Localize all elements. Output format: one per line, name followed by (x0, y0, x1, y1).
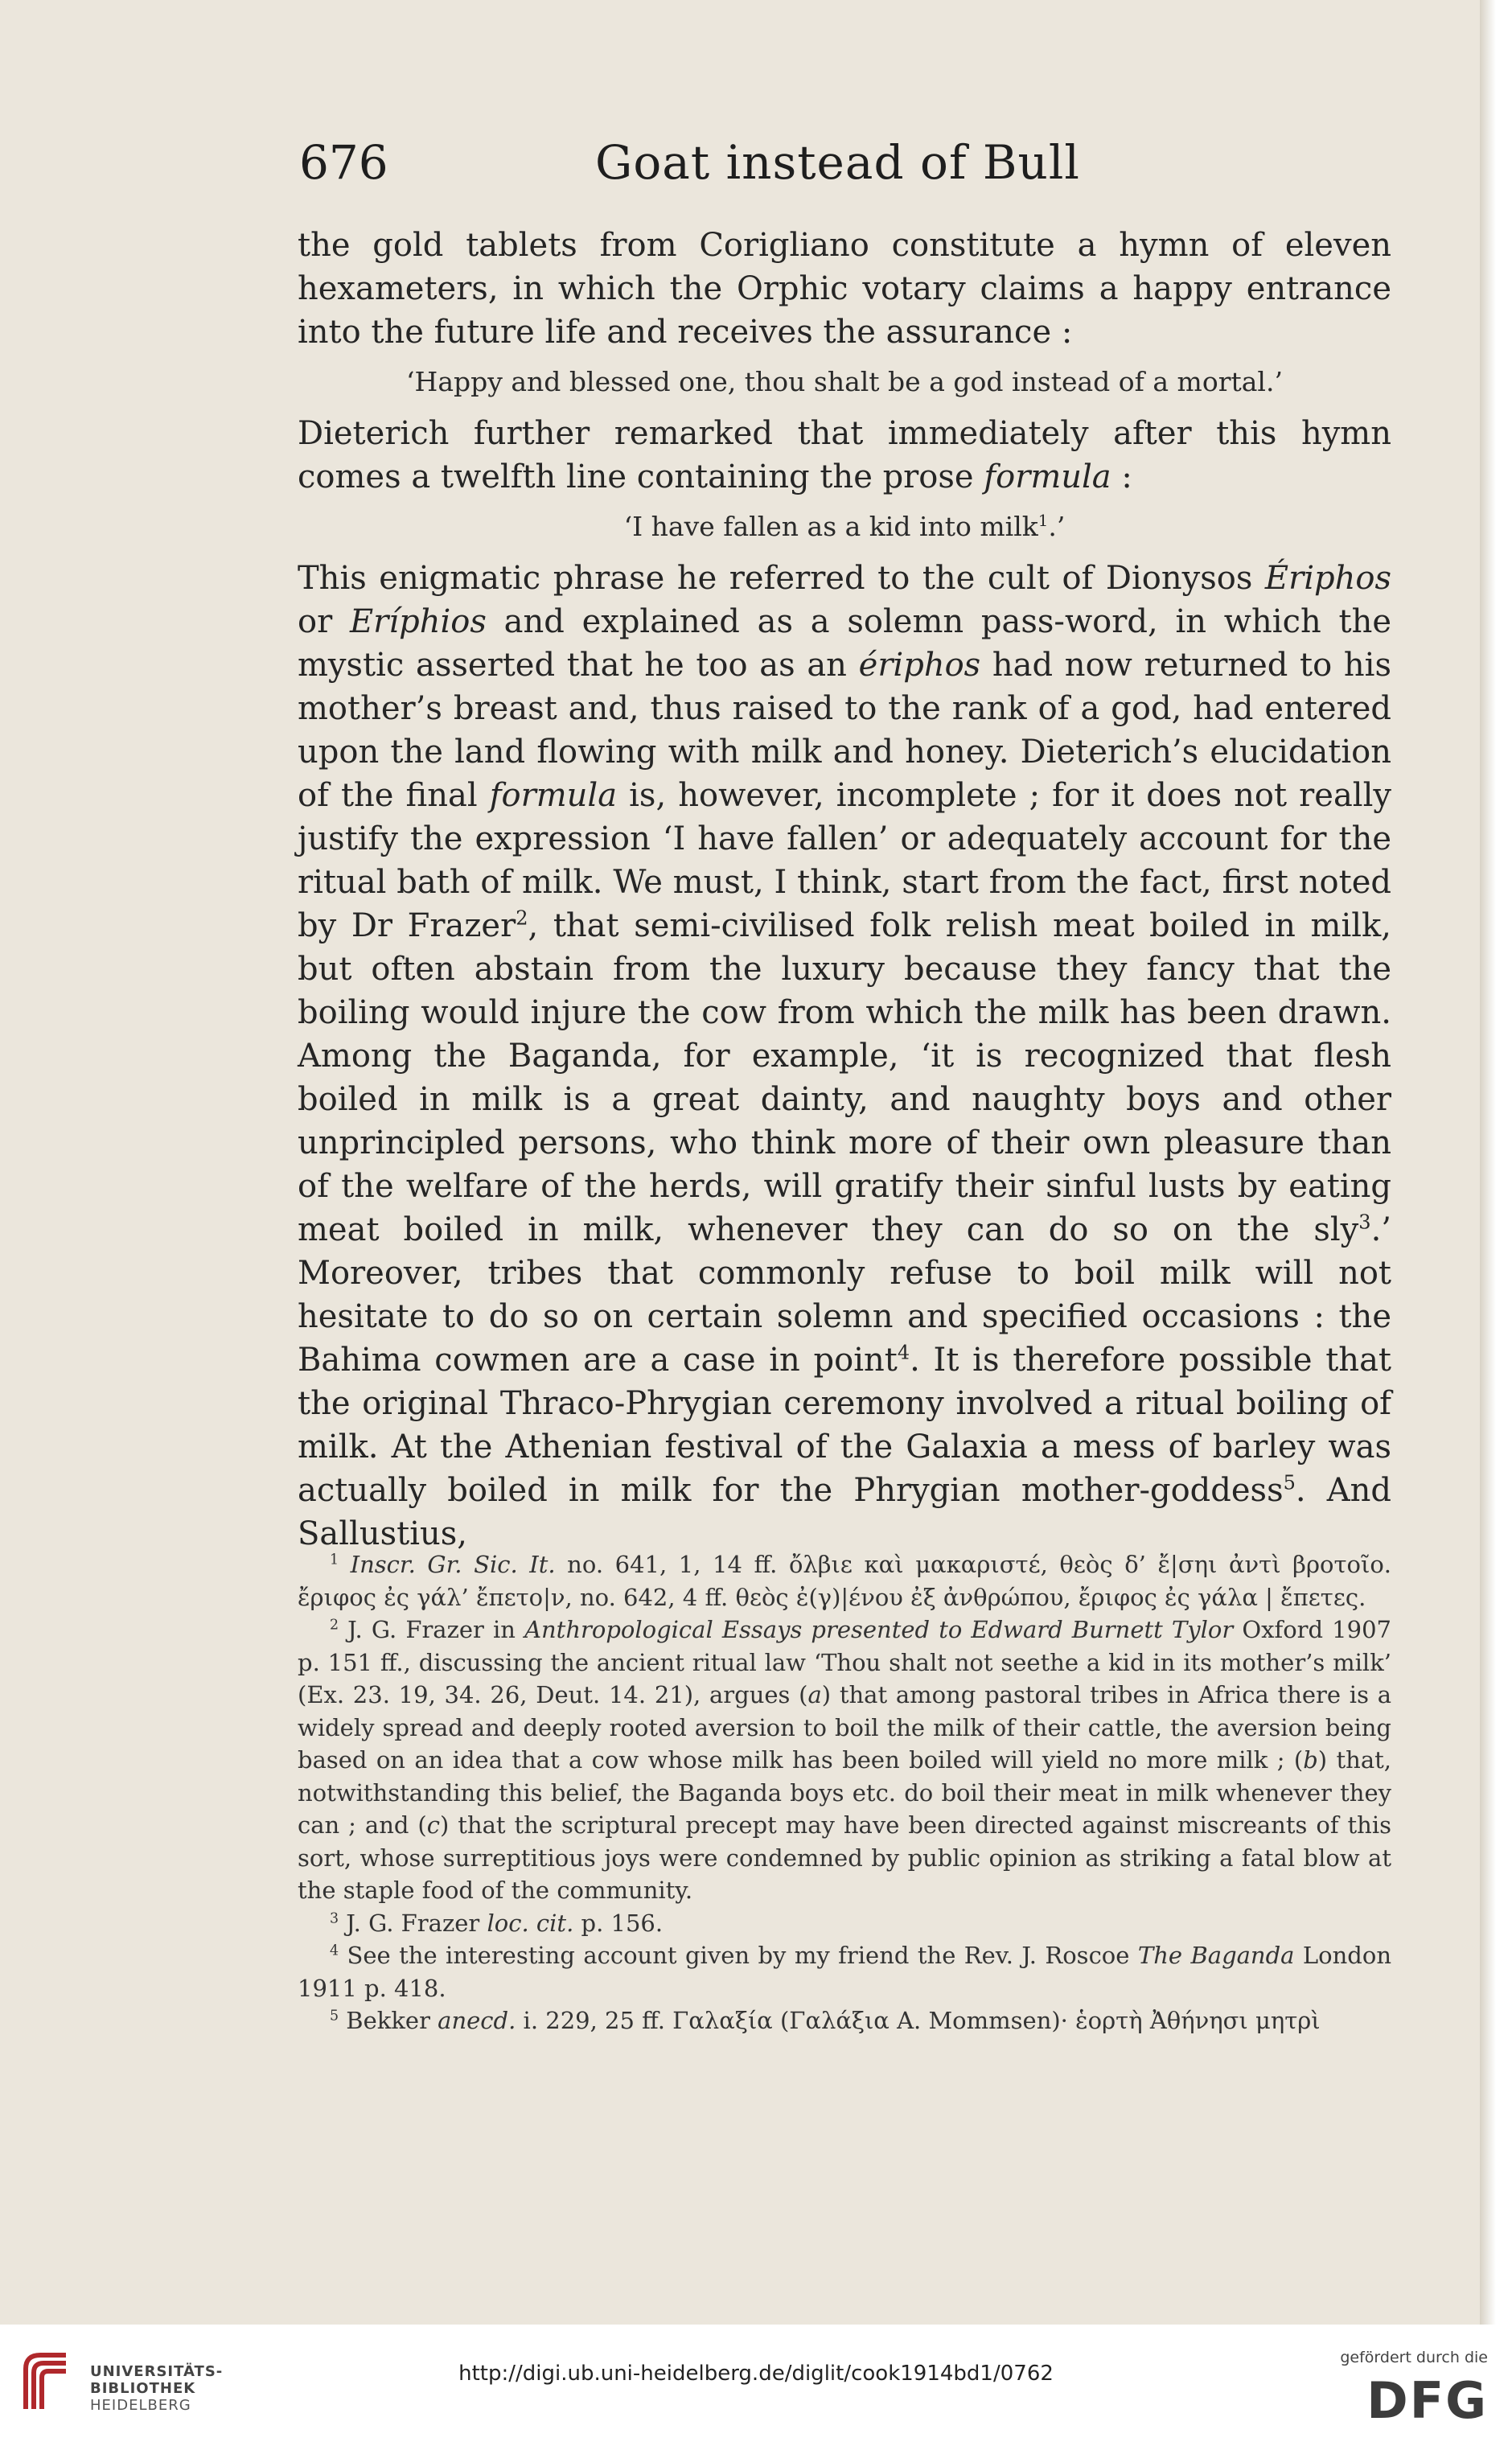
p3-italic-3: ériphos (858, 647, 981, 684)
fn2-c: c (426, 1811, 440, 1839)
dfg-logo[interactable]: DFG (1366, 2371, 1488, 2430)
fn4-text-1: See the interesting account given by my friend the Rev. J. Roscoe (339, 1942, 1138, 1969)
fn2-italic: Anthropological Essays presented to Edward Burnett Tylor (524, 1616, 1234, 1643)
footnote-1 (298, 1548, 1391, 1614)
p3-text-5: is, however, incomplete ; for it does not really justify the expression ‘I have fallen’ or adequately account for the ritual bath of milk. We must, I think, start from the fact, first noted by Dr Frazer (298, 777, 1391, 944)
footnote-4-number: 4 (330, 1942, 339, 1959)
paragraph-1: the gold tablets from Corigliano constitute a hymn of eleven hexameters, in which the Orphic votary claims a happy entrance into the future life and receives the assurance : (298, 227, 1391, 351)
paragraph-2-text: Dieterich further remarked that immediately after this hymn comes a twelfth line containing the prose (298, 415, 1391, 495)
fn2-text-3: ) that among pastoral tribes in Africa there is a widely spread and deeply rooted aversion to boil the milk of their cattle, the aversion being based on an idea that a cow whose milk has been boiled will yield no more milk ; ( (298, 1681, 1391, 1774)
paragraph-2-end: : (1111, 458, 1132, 495)
logo-line-3: HEIDELBERG (90, 2397, 191, 2414)
fn1-greek-2: θεὸς ἐ(γ)|ένου ἐξ ἀνθρώπου, ἔριφος ἐς γάλα | ἔπετες. (735, 1583, 1366, 1611)
footnote-4 (298, 1939, 1391, 2004)
p3-text-4: had now returned to his mother’s breast and, thus raised to the rank of a god, had entered upon the land flowing with milk and honey. Dieterich’s elucidation of the final (298, 647, 1391, 814)
fn3-italic: loc. cit. (487, 1909, 574, 1937)
p3-text-3: and explained as a solemn pass-word, in which the mystic asserted that he too as an (298, 603, 1392, 684)
fn5-text-2: i. 229, 25 ff. (516, 2007, 673, 2034)
fn2-text-2: Oxford 1907 p. 151 ff., discussing the ancient ritual law ‘Thou shalt not seethe a kid in its mother’s milk’ (Ex. 23. 19, 34. 26, Deut. 14. 21), argues ( (298, 1616, 1391, 1708)
footnote-1-number: 1 (330, 1552, 339, 1568)
footnote-5-number: 5 (330, 2008, 339, 2025)
fn2-b: b (1303, 1746, 1318, 1774)
p3-text-1: This enigmatic phrase he referred to the cult of Dionysos (298, 560, 1265, 597)
funding-label: gefördert durch die (1340, 2349, 1488, 2366)
fn1-text-1: no. 641, 1, 14 ff. (555, 1551, 789, 1578)
fn2-text-5: ) that the scriptural precept may have been directed against miscreants of this sort, whose surreptitious joys were condemned by public opinion as striking a fatal blow at the staple food of the community. (298, 1811, 1392, 1904)
permalink-url[interactable]: http://digi.ub.uni-heidelberg.de/diglit/cook1914bd1/0762 (458, 2362, 1054, 2386)
quote-2 (298, 508, 1391, 545)
body-text (298, 224, 1391, 1556)
fn5-italic: anecd. (438, 2007, 516, 2034)
p3-text-8: . It is therefore possible that the original Thraco-Phrygian ceremony involved a ritual boiling of milk. At the Athenian festival of the Galaxia a mess of barley was actually boiled in milk for the Phrygian mother-goddess (298, 1342, 1391, 1509)
fn5-text-1: Bekker (339, 2007, 438, 2034)
fn2-a: a (807, 1681, 822, 1708)
running-title: Goat instead of Bull (595, 135, 1080, 190)
page-number: 676 (299, 135, 388, 190)
fn4-italic: The Baganda (1137, 1942, 1295, 1969)
footnote-5 (298, 2004, 1391, 2037)
p3-italic-2: Eríphios (349, 603, 487, 640)
p3-text-6: , that semi-civilised folk relish meat boiled in milk, but often abstain from the luxury because they fancy that the boiling would injure the cow from which the milk has been drawn. Among the Baganda, for example, ‘it is recognized that flesh boiled in milk is a great dainty, and naughty boys and other unprincipled persons, who think more of their own pleasure than of the welfare of the herds, will gratify their sinful lusts by eating meat boiled in milk, whenever they can do so on the sly (298, 907, 1391, 1248)
logo-line-1: UNIVERSITÄTS- (90, 2363, 224, 2380)
quote-1: ‘Happy and blessed one, thou shalt be a god instead of a mortal.’ (406, 366, 1283, 397)
fn1-italic: Inscr. Gr. Sic. It. (350, 1551, 556, 1578)
logo-line-2: BIBLIOTHEK (90, 2380, 196, 2397)
paragraph-3 (298, 557, 1391, 1556)
footnote-ref-2[interactable]: 2 (516, 906, 528, 930)
fn5-greek: Γαλαξία (Γαλάξια A. Mommsen)· ἑορτὴ Ἀθήνησι μητρὶ (672, 2007, 1321, 2034)
footnote-2 (298, 1614, 1391, 1907)
p3-text-7: .’ Moreover, tribes that commonly refuse to boil milk will not hesitate to do so on certain solemn and specified occasions : the Bahima cowmen are a case in point (298, 1211, 1391, 1379)
page-header (299, 135, 1393, 199)
p3-italic-4: formula (489, 777, 618, 814)
footnotes (298, 1548, 1391, 2037)
quote-2-text: ‘I have fallen as a kid into milk (623, 511, 1038, 542)
p3-text-2: or (298, 603, 350, 640)
page-edge-shadow (1480, 0, 1496, 2325)
quote-2-end: .’ (1048, 511, 1066, 542)
footnote-ref-5[interactable]: 5 (1283, 1471, 1296, 1494)
fn4-text-2: London 1911 p. 418. (298, 1942, 1391, 2002)
paragraph-2 (298, 412, 1391, 499)
p3-italic-1: Ériphos (1264, 560, 1391, 597)
footnote-3-number: 3 (330, 1910, 339, 1926)
fn2-text-4: ) that, notwithstanding this belief, the Baganda boys etc. do boil their meat in milk whenever they can ; and ( (298, 1746, 1391, 1839)
fn1-greek-1: ὄλβιε καὶ μακαριστέ, θεὸς δ’ ἔ|σηι ἀντὶ βροτοῖο. ἔριφος ἐς γάλ’ ἔπετο|ν, (298, 1551, 1391, 1611)
fn3-text-1: J. G. Frazer (339, 1909, 487, 1937)
viewer-footer (0, 2325, 1512, 2446)
footnote-ref-4[interactable]: 4 (897, 1341, 910, 1364)
footnote-ref-1[interactable]: 1 (1037, 512, 1049, 530)
footnote-3 (298, 1907, 1391, 1940)
fn3-text-2: p. 156. (573, 1909, 664, 1937)
formula-italic: formula (984, 458, 1111, 495)
fn1-text-2: no. 642, 4 ff. (572, 1583, 736, 1611)
footnote-ref-3[interactable]: 3 (1358, 1211, 1371, 1234)
p3-text-9: . And Sallustius, (298, 1472, 1391, 1552)
footnote-2-number: 2 (330, 1617, 339, 1634)
fn2-text-1: J. G. Frazer in (339, 1616, 525, 1643)
